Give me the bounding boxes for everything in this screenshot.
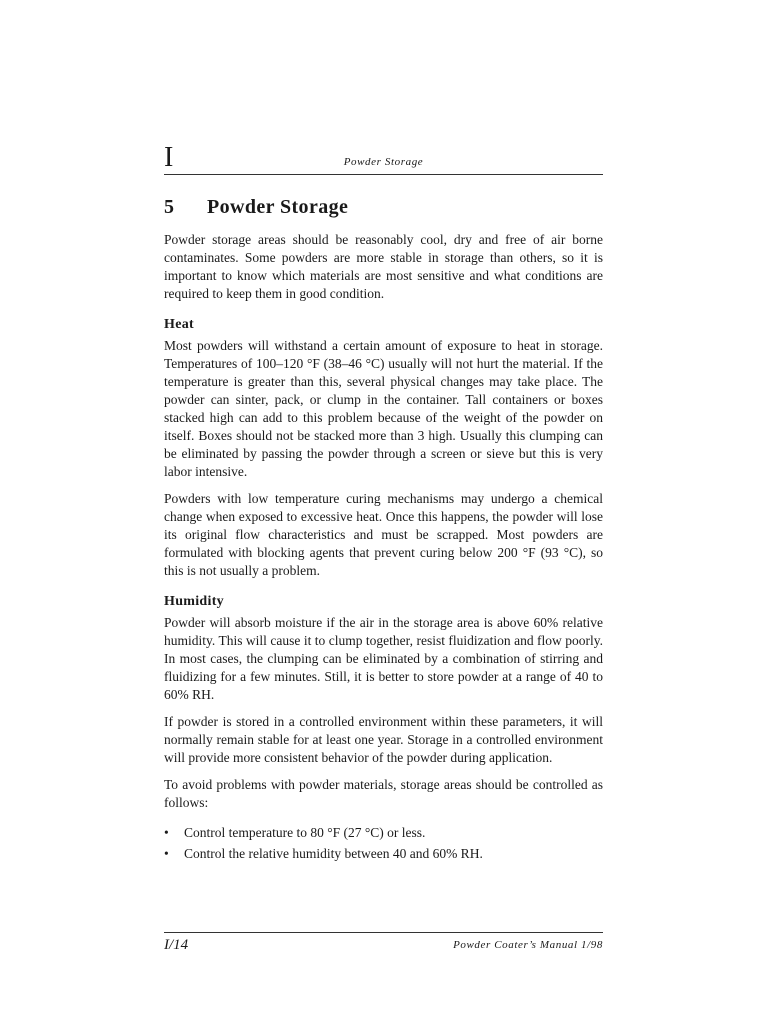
page-number: I/14: [164, 937, 189, 953]
page-footer: [164, 932, 603, 957]
list-item: [164, 824, 603, 842]
bullet-icon: •: [164, 825, 169, 840]
list-item-text: Control temperature to 80 °F (27 °C) or less.: [184, 825, 426, 840]
section-number: 5: [164, 196, 175, 218]
section-heading: [164, 194, 603, 220]
heat-paragraph-2: Powders with low temperature curing mechanisms may undergo a chemical change when exposed to excessive heat. Once this happens, the powder will lose its original flow characteristics and must be scrapped. Most powders are formulated with blocking agents that prevent curing below 200 °F (93 °C), so this is not usually a problem.: [164, 491, 603, 578]
heat-heading: Heat: [164, 317, 194, 332]
humidity-paragraph-1: Powder will absorb moisture if the air in the storage area is above 60% relative humidity. This will cause it to clump together, resist fluidization and flow poorly. In most cases, the clumping can be eliminated by a combination of stirring and fluidizing for a few minutes. Still, it is better to store powder at a range of 40 to 60% RH.: [164, 615, 603, 702]
humidity-heading: Humidity: [164, 594, 224, 609]
humidity-paragraph-2: If powder is stored in a controlled environment within these parameters, it will normally remain stable for at least one year. Storage in a controlled environment will provide more consistent behavior of the powder during application.: [164, 714, 603, 765]
intro-paragraph: Powder storage areas should be reasonably cool, dry and free of air borne contaminates. Some powders are more stable in storage than others, so it is important to know which materials are most sensitive and what conditions are required to keep them in good condition.: [164, 232, 603, 301]
section-title: Powder Storage: [207, 196, 349, 218]
list-item: [164, 845, 603, 863]
humidity-paragraph-3: To avoid problems with powder materials, storage areas should be controlled as follows:: [164, 777, 603, 810]
heat-paragraph-1: Most powders will withstand a certain amount of exposure to heat in storage. Temperatures of 100–120 °F (38–46 °C) usually will not hurt the material. If the temperature is greater than this, several physical changes may take place. The powder can sinter, pack, or clump in the container. Tall containers or boxes stacked high can add to this problem because of the weight of the powder on itself. Boxes should not be stacked more than 3 high. Usually this clumping can be eliminated by passing the powder through a screen or sieve but this is very labor intensive.: [164, 338, 603, 479]
list-item-text: Control the relative humidity between 40 and 60% RH.: [184, 846, 483, 861]
page-content: [164, 194, 603, 866]
control-list: [164, 824, 603, 863]
manual-title: Powder Coater’s Manual 1/98: [453, 939, 603, 951]
section-letter: I: [164, 142, 174, 173]
running-title: Powder Storage: [343, 156, 424, 168]
bullet-icon: •: [164, 846, 169, 861]
page-header: [164, 140, 603, 175]
